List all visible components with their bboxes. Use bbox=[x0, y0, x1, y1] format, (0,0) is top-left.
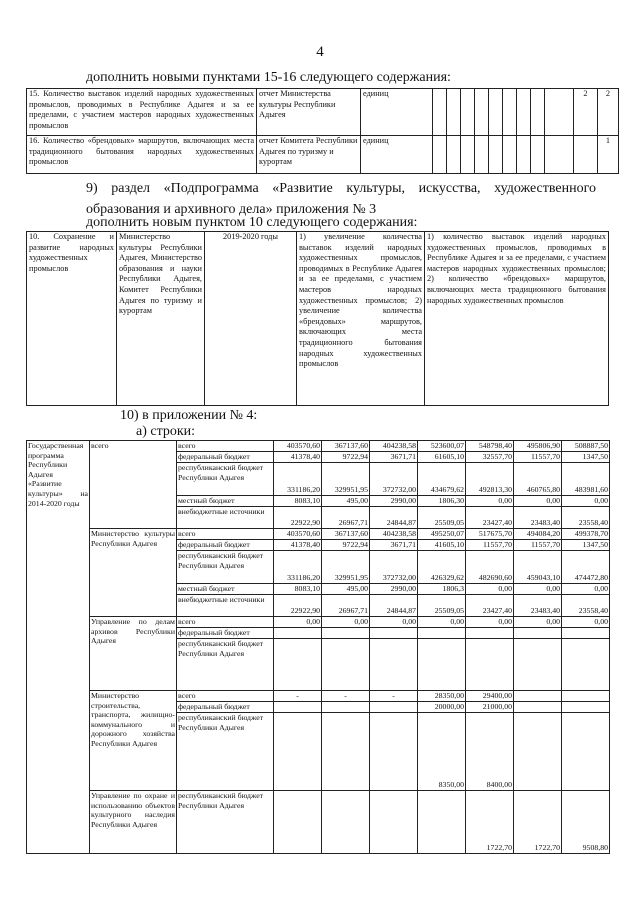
funding-value: 23558,40 bbox=[562, 595, 610, 617]
funding-source: всего bbox=[177, 529, 274, 540]
funding-value bbox=[322, 628, 370, 639]
item-10a: а) строки: bbox=[136, 424, 196, 439]
funding-value: 22922,90 bbox=[274, 507, 322, 529]
funding-source: федеральный бюджет bbox=[177, 702, 274, 713]
funding-value: 403570,60 bbox=[274, 441, 322, 452]
funding-value: 0,00 bbox=[514, 584, 562, 595]
page-number: 4 bbox=[316, 44, 324, 60]
funding-source: всего bbox=[177, 617, 274, 628]
funding-source: всего bbox=[177, 691, 274, 702]
indicator-unit: единиц bbox=[361, 89, 433, 136]
funding-value: 23483,40 bbox=[514, 595, 562, 617]
funding-value: 0,00 bbox=[466, 617, 514, 628]
funding-value: 372732,00 bbox=[370, 551, 418, 584]
funding-value bbox=[274, 628, 322, 639]
executor-name: Министерство культуры Республики Адыгея bbox=[90, 529, 177, 617]
funding-value bbox=[466, 639, 514, 691]
executor-name: Управление по делам архивов Республики Адыгея bbox=[90, 617, 177, 691]
funding-value bbox=[274, 791, 322, 854]
funding-value: 8350,00 bbox=[418, 713, 466, 791]
funding-value: 482690,60 bbox=[466, 551, 514, 584]
funding-table bbox=[26, 440, 610, 854]
funding-source: внебюджетные источники bbox=[177, 507, 274, 529]
funding-value: 0,00 bbox=[274, 617, 322, 628]
funding-value bbox=[514, 691, 562, 702]
funding-source: всего bbox=[177, 441, 274, 452]
funding-value: 0,00 bbox=[562, 584, 610, 595]
funding-source: местный бюджет bbox=[177, 496, 274, 507]
funding-value: 9722,94 bbox=[322, 452, 370, 463]
funding-value: 8400,00 bbox=[466, 713, 514, 791]
funding-value: 329951,95 bbox=[322, 551, 370, 584]
responsible-executors: Министерство культуры Республики Адыгея, Министерство образования и науки Республики Адыгея, Комитет Республики Адыгея по туризму и курортам bbox=[117, 232, 205, 406]
table-row bbox=[27, 136, 619, 174]
funding-value: 460765,80 bbox=[514, 463, 562, 496]
funding-value bbox=[562, 702, 610, 713]
funding-value bbox=[514, 639, 562, 691]
funding-value: 1722,70 bbox=[466, 791, 514, 854]
funding-value: 523600,07 bbox=[418, 441, 466, 452]
funding-source: республиканский бюджет Республики Адыгея bbox=[177, 551, 274, 584]
funding-source: местный бюджет bbox=[177, 584, 274, 595]
funding-value: 11557,70 bbox=[514, 452, 562, 463]
funding-value: 495806,90 bbox=[514, 441, 562, 452]
funding-value bbox=[466, 628, 514, 639]
funding-value: 508887,50 bbox=[562, 441, 610, 452]
item-10: 10) в приложении № 4: bbox=[120, 408, 258, 423]
funding-value bbox=[562, 691, 610, 702]
funding-value: 11557,70 bbox=[514, 540, 562, 551]
table-row bbox=[27, 617, 610, 628]
indicator-value: 2 bbox=[598, 89, 619, 136]
item-9-supplement: дополнить новым пунктом 10 следующего содержания: bbox=[86, 215, 418, 230]
funding-value: 0,00 bbox=[562, 496, 610, 507]
funding-value: 331186,20 bbox=[274, 463, 322, 496]
funding-value: 25509,05 bbox=[418, 595, 466, 617]
funding-value bbox=[370, 628, 418, 639]
indicator-source: отчет Комитета Республики Адыгея по туризму и курортам bbox=[257, 136, 361, 174]
funding-value: 0,00 bbox=[514, 496, 562, 507]
funding-value: 1347,50 bbox=[562, 540, 610, 551]
funding-value bbox=[418, 791, 466, 854]
funding-value: 372732,00 bbox=[370, 463, 418, 496]
funding-value: 23558,40 bbox=[562, 507, 610, 529]
item-9-text: 9) раздел «Подпрограмма «Развитие культуры, искусства, художественного образования и архивного дела» приложения № 3 bbox=[86, 181, 596, 217]
funding-value bbox=[562, 628, 610, 639]
funding-value: 2990,00 bbox=[370, 584, 418, 595]
funding-value bbox=[274, 702, 322, 713]
program-name: Государственная программа Республики Адыгея «Развитие культуры» на 2014-2020 годы bbox=[27, 441, 90, 854]
table-row bbox=[27, 791, 610, 854]
funding-value: 21000,00 bbox=[466, 702, 514, 713]
funding-value bbox=[418, 628, 466, 639]
indicator-source: отчет Министерства культуры Республики Адыгея bbox=[257, 89, 361, 136]
funding-value: - bbox=[274, 691, 322, 702]
funding-value: 29400,00 bbox=[466, 691, 514, 702]
funding-value bbox=[370, 639, 418, 691]
funding-value: 331186,20 bbox=[274, 551, 322, 584]
funding-value bbox=[562, 713, 610, 791]
funding-value: 20000,00 bbox=[418, 702, 466, 713]
funding-source: республиканский бюджет Республики Адыгея bbox=[177, 791, 274, 854]
indicator-unit: единиц bbox=[361, 136, 433, 174]
funding-value: 1722,70 bbox=[514, 791, 562, 854]
table-row bbox=[27, 89, 619, 136]
funding-value: 23483,40 bbox=[514, 507, 562, 529]
funding-value: 495,00 bbox=[322, 496, 370, 507]
funding-source: республиканский бюджет Республики Адыгея bbox=[177, 639, 274, 691]
funding-value: 1347,50 bbox=[562, 452, 610, 463]
funding-value bbox=[370, 713, 418, 791]
funding-value: 403570,60 bbox=[274, 529, 322, 540]
executor-name: Управление по охране и использованию объектов культурного наследия Республики Адыгея bbox=[90, 791, 177, 854]
funding-value: 495250,07 bbox=[418, 529, 466, 540]
indicator-name: 16. Количество «брендовых» маршрутов, включающих места традиционного бытования народных художественных промыслов bbox=[27, 136, 257, 174]
funding-value: 494084,20 bbox=[514, 529, 562, 540]
table-row bbox=[27, 529, 610, 540]
funding-value bbox=[322, 791, 370, 854]
funding-value: 41378,40 bbox=[274, 540, 322, 551]
funding-value: 22922,90 bbox=[274, 595, 322, 617]
funding-value: 25509,05 bbox=[418, 507, 466, 529]
funding-value: 61605,10 bbox=[418, 452, 466, 463]
funding-value: 492813,30 bbox=[466, 463, 514, 496]
funding-value: 1806,3 bbox=[418, 584, 466, 595]
funding-source: федеральный бюджет bbox=[177, 540, 274, 551]
funding-value: 1806,30 bbox=[418, 496, 466, 507]
subprogram-table bbox=[26, 231, 609, 406]
funding-value bbox=[274, 639, 322, 691]
funding-value: 0,00 bbox=[562, 617, 610, 628]
funding-value bbox=[322, 702, 370, 713]
funding-value: 0,00 bbox=[322, 617, 370, 628]
executor-name: Министерство строительства, транспорта, жилищно-коммунального и дорожного хозяйства Республики Адыгея bbox=[90, 691, 177, 791]
funding-value: 26967,71 bbox=[322, 507, 370, 529]
funding-value: 11557,70 bbox=[466, 540, 514, 551]
funding-value: - bbox=[322, 691, 370, 702]
implementation-period: 2019-2020 годы bbox=[205, 232, 297, 406]
funding-value: 426329,62 bbox=[418, 551, 466, 584]
funding-value: 8083,10 bbox=[274, 496, 322, 507]
funding-source: республиканский бюджет Республики Адыгея bbox=[177, 463, 274, 496]
funding-value bbox=[562, 639, 610, 691]
event-name: 10. Сохранение и развитие народных художественных промыслов bbox=[27, 232, 117, 406]
funding-value: 41605,10 bbox=[418, 540, 466, 551]
funding-value: 499378,70 bbox=[562, 529, 610, 540]
related-indicators: 1) количество выставок изделий народных художественных промыслов, проводимых в Республике Адыгея и за ее пределами, с участием мастеров народных художественных промыслов; 2) количество «брендовых» маршрутов, включающих места традиционного бытования народных художественных промыслов bbox=[425, 232, 609, 406]
funding-value bbox=[514, 713, 562, 791]
funding-value: 3671,71 bbox=[370, 540, 418, 551]
funding-value: 404238,58 bbox=[370, 441, 418, 452]
funding-value: 2990,00 bbox=[370, 496, 418, 507]
funding-value: 0,00 bbox=[466, 496, 514, 507]
table-row bbox=[27, 232, 609, 406]
funding-value: 404238,58 bbox=[370, 529, 418, 540]
funding-value: 24844,87 bbox=[370, 595, 418, 617]
indicators-table bbox=[26, 88, 619, 174]
funding-value: 23427,40 bbox=[466, 595, 514, 617]
funding-value: 483981,60 bbox=[562, 463, 610, 496]
funding-source: федеральный бюджет bbox=[177, 452, 274, 463]
funding-value: 474472,80 bbox=[562, 551, 610, 584]
funding-value: 367137,60 bbox=[322, 441, 370, 452]
indicator-name: 15. Количество выставок изделий народных художественных промыслов, проводимых в Республике Адыгея и за ее пределами, с участием мастеров народных художественных промыслов bbox=[27, 89, 257, 136]
funding-value: 0,00 bbox=[514, 617, 562, 628]
funding-value bbox=[322, 639, 370, 691]
funding-value: 9508,80 bbox=[562, 791, 610, 854]
funding-source: внебюджетные источники bbox=[177, 595, 274, 617]
funding-value: 0,00 bbox=[370, 617, 418, 628]
funding-value bbox=[514, 628, 562, 639]
funding-value: 434679,62 bbox=[418, 463, 466, 496]
funding-value: - bbox=[370, 691, 418, 702]
funding-value: 0,00 bbox=[466, 584, 514, 595]
funding-value: 9722,94 bbox=[322, 540, 370, 551]
indicator-value: 2 bbox=[574, 89, 598, 136]
funding-value bbox=[514, 702, 562, 713]
funding-value: 8083,10 bbox=[274, 584, 322, 595]
funding-value: 495,00 bbox=[322, 584, 370, 595]
funding-value bbox=[370, 791, 418, 854]
funding-value: 23427,40 bbox=[466, 507, 514, 529]
funding-value: 459043,10 bbox=[514, 551, 562, 584]
expected-result: 1) увеличение количества выставок изделий народных художественных промыслов, проводимых в Республике Адыгея и за ее пределами, с участием мастеров народных художественных промыслов; 2) увеличение количества «брендовых» маршрутов, включающих места традиционного бытования народных художественных промыслов bbox=[297, 232, 425, 406]
funding-value: 41378,40 bbox=[274, 452, 322, 463]
funding-value bbox=[274, 713, 322, 791]
funding-value bbox=[370, 702, 418, 713]
funding-value: 24844,87 bbox=[370, 507, 418, 529]
funding-value: 3671,71 bbox=[370, 452, 418, 463]
indicator-value bbox=[574, 136, 598, 174]
table-row bbox=[27, 691, 610, 702]
funding-source: республиканский бюджет Республики Адыгея bbox=[177, 713, 274, 791]
funding-value: 517675,70 bbox=[466, 529, 514, 540]
funding-source: федеральный бюджет bbox=[177, 628, 274, 639]
funding-value: 32557,70 bbox=[466, 452, 514, 463]
funding-value: 329951,95 bbox=[322, 463, 370, 496]
funding-value: 548798,40 bbox=[466, 441, 514, 452]
funding-value: 26967,71 bbox=[322, 595, 370, 617]
funding-value: 0,00 bbox=[418, 617, 466, 628]
funding-value: 367137,60 bbox=[322, 529, 370, 540]
supplement-heading: дополнить новыми пунктами 15-16 следующего содержания: bbox=[86, 70, 451, 85]
table-row bbox=[27, 441, 610, 452]
indicator-value: 1 bbox=[598, 136, 619, 174]
executor-name: всего bbox=[90, 441, 177, 529]
funding-value bbox=[418, 639, 466, 691]
funding-value: 28350,00 bbox=[418, 691, 466, 702]
funding-value bbox=[322, 713, 370, 791]
